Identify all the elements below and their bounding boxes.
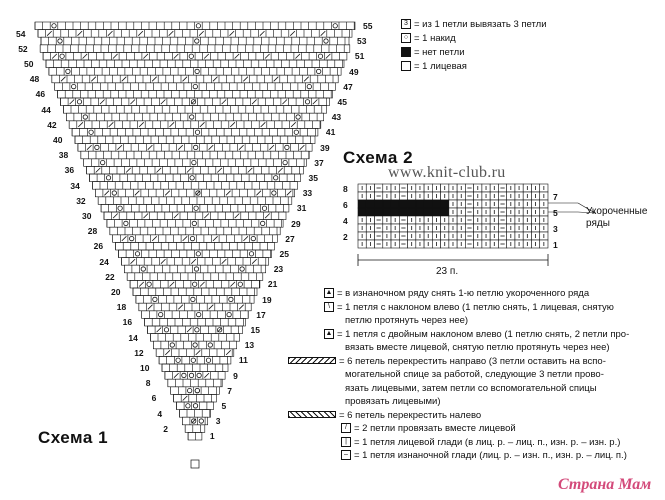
decrease-mark [204, 54, 209, 59]
row-number-right: 49 [349, 66, 359, 77]
no-stitch-icon [401, 47, 411, 57]
decrease-mark [217, 168, 222, 173]
schema1-title: Схема 1 [38, 428, 109, 447]
schema2-row-number-left: 4 [343, 216, 348, 226]
yarn-over-mark [194, 206, 198, 210]
yarn-over-mark [72, 84, 76, 88]
row-number-left: 50 [24, 59, 34, 69]
decrease-mark [87, 145, 92, 150]
decrease-mark [187, 328, 192, 333]
row-number-right: 41 [325, 127, 336, 138]
yarn-over-mark [106, 176, 110, 180]
yarn-over-mark [283, 160, 287, 164]
yarn-over-mark [191, 297, 195, 301]
decrease-mark [138, 31, 143, 36]
left-slant-decrease-icon: \ [324, 302, 334, 312]
row-number-left: 32 [76, 195, 86, 206]
decrease-mark [200, 122, 205, 127]
decrease-mark [235, 214, 240, 219]
decrease-mark [287, 191, 292, 196]
legend-text: = из 1 петли вывязать 3 петли [414, 19, 547, 30]
decrease-mark [139, 282, 144, 287]
yarn-over-mark [193, 343, 197, 347]
row-number-right: 43 [331, 112, 342, 123]
legend-bottom-item [288, 410, 481, 422]
row-number-left: 54 [16, 28, 26, 39]
legend-text: = 2 петли провязать вместе лицевой [354, 423, 516, 434]
yarn-over-mark [189, 373, 193, 377]
yarn-over-mark [193, 404, 197, 408]
yarn-over-mark [294, 130, 298, 134]
legend-text: = 1 лицевая [414, 61, 467, 72]
legend-text: = 6 петель перекрестить направо (3 петли оставить на вспо- [339, 355, 606, 367]
row-number-right: 45 [337, 97, 347, 107]
watermark: Страна Мам [558, 476, 652, 493]
yarn-over-mark [197, 312, 201, 316]
decrease-mark [209, 305, 214, 310]
yarn-over-mark [191, 358, 195, 362]
short-rows-label: Укороченные ряды [586, 206, 648, 229]
row-number-right: 35 [308, 173, 318, 183]
yarn-over-mark [229, 297, 233, 301]
decrease-mark [265, 54, 270, 59]
k2tog-icon: / [341, 423, 351, 433]
row-number-right: 7 [227, 385, 233, 396]
decrease-mark [252, 100, 257, 105]
row-number-right: 27 [285, 233, 295, 244]
decrease-mark [226, 191, 231, 196]
yarn-over-mark [305, 100, 309, 104]
yarn-over-mark [52, 24, 56, 28]
yarn-over-mark [77, 100, 81, 104]
yarn-over-mark [182, 373, 186, 377]
yarn-over-mark [208, 343, 212, 347]
decrease-mark [326, 54, 331, 59]
stockinette-purl-icon: – [341, 450, 351, 460]
yarn-over-mark [227, 312, 231, 316]
yarn-over-mark [249, 252, 253, 256]
legend-bottom-item [345, 369, 604, 381]
row-number-left: 18 [116, 302, 127, 313]
row-number-right: 19 [262, 294, 272, 305]
row-number-right: 39 [320, 142, 330, 153]
yarn-over-mark [118, 206, 122, 210]
decrease-mark [230, 282, 235, 287]
yarn-over-mark [272, 191, 276, 195]
schema2-row-number-right: 1 [553, 240, 558, 250]
schema2-row-number-right: 5 [553, 208, 558, 218]
schema2-row-number-left: 6 [343, 200, 348, 210]
legend-text: = нет петли [414, 47, 465, 58]
decrease-mark [113, 54, 118, 59]
row-number-right: 15 [250, 325, 260, 335]
decrease-mark [157, 168, 162, 173]
row-number-right: 3 [215, 416, 221, 427]
yarn-over-mark [195, 69, 199, 73]
row-number-right: 5 [221, 401, 227, 411]
row-number-right: 47 [343, 81, 353, 92]
yarn-over-mark [164, 328, 168, 332]
legend-top-item [401, 19, 547, 31]
legend-bottom-item [345, 396, 441, 408]
row-number-right: 11 [238, 355, 248, 366]
row-number-right: 51 [354, 51, 365, 62]
short-row-slip-icon: ▲ [325, 289, 333, 297]
row-number-right: 25 [279, 249, 289, 259]
row-number-left: 6 [151, 393, 157, 404]
yarn-over-mark [240, 267, 244, 271]
yarn-over-mark [206, 358, 210, 362]
row-number-left: 46 [35, 89, 46, 100]
decrease-mark [83, 54, 88, 59]
row-number-left: 52 [18, 43, 28, 54]
decrease-mark [243, 236, 248, 241]
yarn-over-mark [196, 24, 200, 28]
decrease-mark [117, 145, 122, 150]
legend-text: = 1 петля лицевой глади (в лиц. р. – лиц. п., изн. р. – изн. р.) [354, 436, 621, 448]
decrease-mark [213, 236, 218, 241]
yarn-over-mark [238, 282, 242, 286]
decrease-mark [196, 350, 201, 355]
legend-text: вязать вместе лицевой, снятую петлю протянуть через нее) [345, 342, 610, 353]
row-number-right: 23 [273, 264, 284, 275]
decrease-mark [304, 77, 309, 82]
decrease-mark [248, 168, 253, 173]
yarn-over-mark [199, 419, 203, 423]
decrease-mark [130, 100, 135, 105]
row-number-left: 4 [157, 408, 163, 419]
decrease-mark [91, 77, 96, 82]
row-number-left: 36 [64, 165, 75, 176]
decrease-mark [290, 31, 295, 36]
decrease-mark [313, 100, 318, 105]
legend-bottom-item [324, 329, 629, 341]
yarn-over-mark [274, 176, 278, 180]
legend-text: провязать лицевыми) [345, 396, 441, 407]
yarn-over-mark [186, 404, 190, 408]
yarn-over-mark [101, 160, 105, 164]
row-number-right: 53 [357, 36, 367, 47]
row-number-right: 55 [363, 21, 373, 31]
legend-top-item [401, 33, 456, 45]
decrease-mark [139, 122, 144, 127]
decrease-mark [230, 122, 235, 127]
yarn-over-mark [192, 160, 196, 164]
decrease-mark [204, 214, 209, 219]
legend-text: петлю протянуть через нее) [345, 315, 469, 326]
decrease-mark [300, 145, 305, 150]
row-number-left: 20 [111, 287, 121, 297]
row-number-left: 42 [47, 119, 57, 130]
row-number-left: 30 [82, 211, 92, 221]
legend-bottom-item [345, 383, 597, 395]
yarn-over-mark [195, 39, 199, 43]
legend-text: могательной спице за работой, следующие 3 петли прово- [345, 369, 604, 380]
decrease-mark [78, 122, 83, 127]
decrease-mark [122, 77, 127, 82]
yarn-over-mark [193, 282, 197, 286]
decrease-mark [256, 191, 261, 196]
decrease-mark [135, 191, 140, 196]
row-number-left: 48 [29, 74, 40, 85]
decrease-mark [170, 282, 175, 287]
decrease-mark [152, 236, 157, 241]
yarn-over-mark [66, 69, 70, 73]
yarn-over-mark [193, 84, 197, 88]
yarn-over-mark [112, 191, 116, 195]
row-number-right: 33 [302, 188, 313, 199]
decrease-mark [174, 373, 179, 378]
row-number-right: 9 [233, 370, 238, 381]
decrease-mark [235, 54, 240, 59]
yarn-over-mark [153, 297, 157, 301]
yarn-over-mark [170, 343, 174, 347]
row-number-right: 1 [209, 431, 215, 442]
site-url: www.knit-club.ru [388, 164, 506, 181]
cable-left-icon [288, 411, 336, 418]
row-number-left: 12 [134, 347, 144, 358]
yarn-over-mark [195, 388, 199, 392]
yarn-over-mark [296, 115, 300, 119]
row-number-right: 17 [256, 309, 266, 320]
decrease-mark [209, 145, 214, 150]
decrease-mark [260, 31, 265, 36]
knit-stitch-icon [401, 61, 411, 71]
decrease-mark [274, 77, 279, 82]
cable-right-icon [288, 357, 336, 364]
yarn-over-mark [285, 145, 289, 149]
yarn-over-mark [147, 282, 151, 286]
decrease-mark [161, 100, 166, 105]
decrease-mark [157, 328, 162, 333]
first-stitch-box [191, 460, 199, 468]
decrease-mark [165, 350, 170, 355]
yarn-over-mark [195, 130, 199, 134]
decrease-mark [78, 31, 83, 36]
schema2-title: Схема 2 [343, 148, 414, 167]
legend-text: = 1 петля с наклоном влево (1 петлю снять, 1 лицевая, снятую [337, 301, 614, 313]
yarn-over-mark [159, 312, 163, 316]
yarn-over-mark [262, 206, 266, 210]
decrease-mark [204, 373, 209, 378]
decrease-mark [191, 259, 196, 264]
yarn-over-mark [60, 54, 64, 58]
decrease-mark [183, 77, 188, 82]
yarn-over-mark [261, 221, 265, 225]
legend-text: = 6 петель перекрестить налево [339, 409, 482, 421]
decrease-mark [108, 31, 113, 36]
decrease-mark [96, 168, 101, 173]
decrease-mark [143, 54, 148, 59]
decrease-mark [47, 31, 52, 36]
row-number-left: 34 [70, 180, 80, 191]
legend-bottom-item [341, 423, 516, 435]
legend-text: = 1 накид [414, 33, 456, 44]
decrease-mark [183, 396, 188, 401]
legend-text: = 1 петля с двойным наклоном влево (1 петлю снять, 2 петли про- [337, 328, 630, 340]
decrease-mark [239, 305, 244, 310]
row-number-left: 26 [93, 241, 104, 252]
stockinette-knit-icon: | [341, 437, 351, 447]
decrease-mark [265, 214, 270, 219]
row-number-left: 44 [41, 104, 51, 115]
decrease-mark [243, 77, 248, 82]
schema2-row-number-left: 8 [343, 184, 348, 194]
legend-top-item [401, 61, 467, 73]
row-number-right: 13 [244, 340, 255, 351]
decrease-mark [131, 259, 136, 264]
legend-text: язать лицевыми, затем петли со вспомогательной спицы [345, 382, 597, 394]
decrease-mark [252, 259, 257, 264]
row-number-left: 16 [122, 317, 133, 328]
decrease-mark [174, 214, 179, 219]
yarn-over-mark [188, 388, 192, 392]
decrease-mark [291, 122, 296, 127]
yarn-over-mark [190, 236, 194, 240]
schema2-row-number-left: 2 [343, 232, 348, 242]
yarn-over-mark [89, 130, 93, 134]
legend-top-item [401, 47, 465, 59]
row-number-left: 22 [105, 271, 115, 282]
legend-bottom-item [288, 356, 606, 368]
row-number-right: 21 [267, 279, 278, 290]
yarn-over-mark [130, 236, 134, 240]
double-left-decrease-icon: ▲ [325, 329, 333, 337]
decrease-mark [70, 100, 75, 105]
decrease-mark [213, 77, 218, 82]
decrease-mark [169, 31, 174, 36]
decrease-mark [269, 145, 274, 150]
row-number-right: 37 [314, 157, 324, 168]
yarn-over-mark [83, 115, 87, 119]
decrease-mark [148, 305, 153, 310]
yarn-over-mark [324, 39, 328, 43]
legend-bottom-item [341, 437, 620, 449]
triple-from-one-icon: 3 [401, 19, 411, 29]
yarn-over-mark [58, 39, 62, 43]
yarn-over-icon: ○ [401, 33, 411, 43]
decrease-mark [321, 31, 326, 36]
yarn-over-mark [192, 221, 196, 225]
decrease-mark [295, 54, 300, 59]
yarn-over-mark [195, 328, 199, 332]
yarn-over-mark [197, 373, 201, 377]
decrease-mark [178, 145, 183, 150]
legend-bottom-item [324, 288, 589, 300]
decrease-mark [152, 77, 157, 82]
decrease-mark [170, 122, 175, 127]
decrease-mark [52, 54, 57, 59]
decrease-mark [199, 31, 204, 36]
decrease-mark [261, 122, 266, 127]
yarn-over-mark [124, 221, 128, 225]
yarn-over-mark [135, 252, 139, 256]
row-number-left: 14 [128, 332, 138, 343]
yarn-over-mark [194, 145, 198, 149]
yarn-over-mark [189, 54, 193, 58]
row-number-right: 29 [291, 218, 301, 229]
legend-bottom-item [324, 302, 614, 314]
row-number-left: 40 [53, 135, 63, 145]
decrease-mark [239, 145, 244, 150]
decrease-mark [278, 168, 283, 173]
yarn-over-mark [190, 115, 194, 119]
yarn-over-mark [251, 236, 255, 240]
row-number-left: 2 [163, 423, 168, 434]
decrease-mark [200, 282, 205, 287]
decrease-mark [113, 214, 118, 219]
decrease-mark [187, 168, 192, 173]
decrease-mark [183, 236, 188, 241]
yarn-over-mark [196, 252, 200, 256]
schema2-row-number-right: 3 [553, 224, 558, 234]
decrease-mark [148, 145, 153, 150]
legend-bottom-item [345, 342, 610, 354]
schema2-row-number-right: 7 [553, 192, 558, 202]
decrease-mark [100, 100, 105, 105]
decrease-mark [165, 191, 170, 196]
row-number-left: 10 [140, 363, 150, 373]
schema2-width-label: 23 п. [436, 266, 459, 277]
legend-text: = 1 петля изнаночной глади (лиц. р. – изн. п., изн. р. – лиц. п.) [354, 450, 627, 461]
yarn-over-mark [141, 267, 145, 271]
yarn-over-mark [317, 69, 321, 73]
yarn-over-mark [194, 267, 198, 271]
yarn-over-mark [95, 145, 99, 149]
decrease-mark [126, 168, 131, 173]
yarn-over-mark [307, 84, 311, 88]
decrease-mark [109, 122, 114, 127]
legend-text: = в изнаночном ряду снять 1-ю петлю укороченного ряда [337, 288, 590, 299]
row-number-right: 31 [296, 203, 307, 214]
decrease-mark [104, 191, 109, 196]
yarn-over-mark [176, 358, 180, 362]
row-number-left: 28 [87, 226, 98, 237]
decrease-mark [144, 214, 149, 219]
decrease-mark [226, 350, 231, 355]
decrease-mark [161, 259, 166, 264]
decrease-mark [61, 77, 66, 82]
decrease-mark [230, 31, 235, 36]
decrease-mark [222, 100, 227, 105]
yarn-over-mark [333, 24, 337, 28]
decrease-mark [222, 259, 227, 264]
row-number-left: 8 [145, 378, 151, 389]
legend-bottom-item [341, 450, 627, 462]
yarn-over-mark [190, 176, 194, 180]
legend-bottom-item [345, 315, 468, 327]
row-number-left: 24 [99, 256, 109, 267]
decrease-mark [178, 305, 183, 310]
decrease-mark [122, 236, 127, 241]
yarn-over-mark [318, 54, 322, 58]
decrease-mark [282, 100, 287, 105]
row-number-left: 38 [58, 150, 69, 161]
decrease-mark [174, 54, 179, 59]
